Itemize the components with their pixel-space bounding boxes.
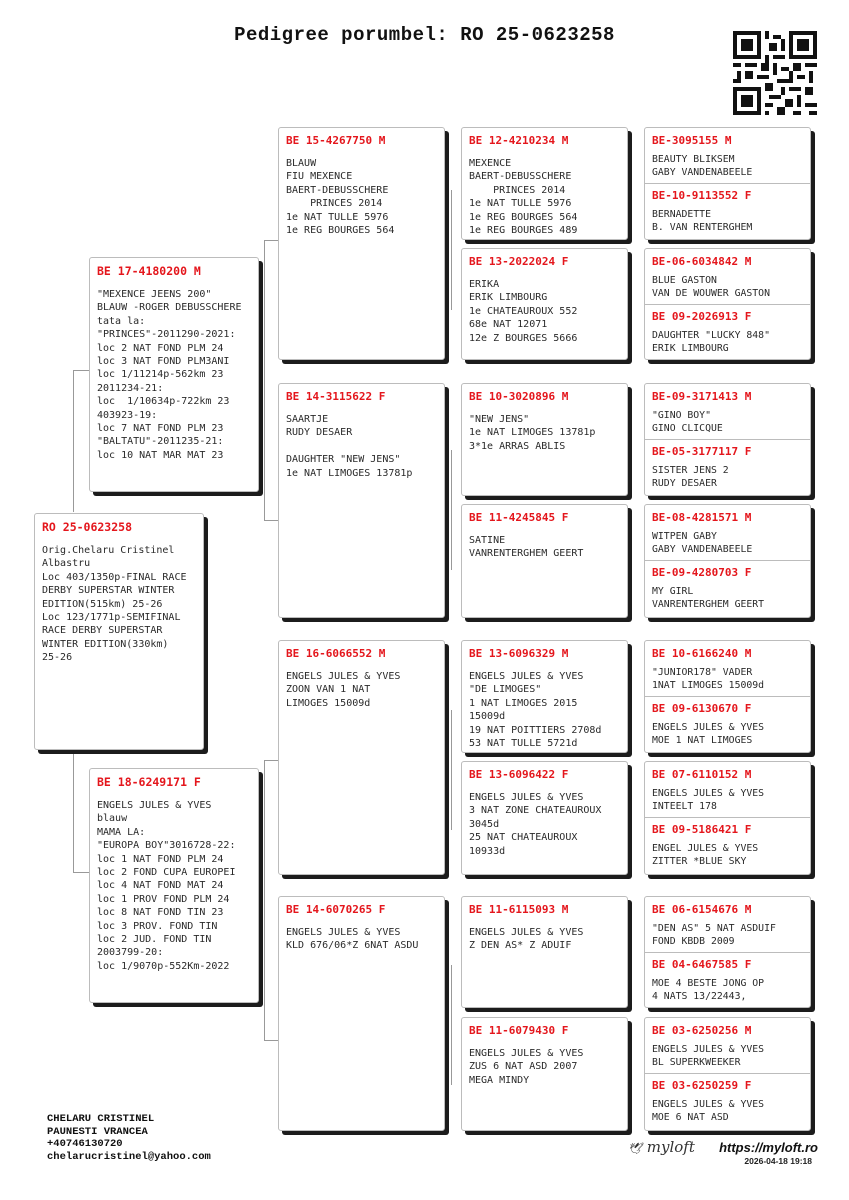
owner-name: CHELARU CRISTINEL: [47, 1113, 155, 1125]
subject-details: Orig.Chelaru Cristinel Albastru Loc 403/1350p-FINAL RACE DERBY SUPERSTAR WINTER EDITION(515km) 25-26 Loc 123/1771p-SEMIFINAL RACE DERBY SUPERSTAR WINTER EDITION(330km) 25-26: [42, 545, 187, 664]
ancestor-details: ENGELS JULES & YVES INTEELT 178: [652, 788, 765, 812]
ancestor-ring: BE-10-9113552 F: [652, 189, 752, 202]
dam-card[interactable]: [89, 768, 259, 1003]
connector-line: [73, 752, 74, 872]
divider: [645, 439, 810, 440]
connector-line: [264, 760, 265, 1040]
ancestor-details: SISTER JENS 2 RUDY DESAER: [652, 465, 729, 489]
grandparent-details: SAARTJE RUDY DESAER DAUGHTER "NEW JENS" 1e NAT LIMOGES 13781p: [286, 414, 413, 479]
ancestor-details: MOE 4 BESTE JONG OP 4 NATS 13/22443,: [652, 978, 765, 1002]
grandparent-details: ENGELS JULES & YVES ZOON VAN 1 NAT LIMOGES 15009d: [286, 671, 401, 709]
ancestor-ring: BE 09-5186421 F: [652, 823, 752, 836]
great-grandparent-ring: BE 11-6079430 F: [469, 1024, 569, 1037]
divider: [645, 952, 810, 953]
ancestor-details: ENGEL JULES & YVES ZITTER *BLUE SKY: [652, 843, 759, 867]
ancestor-ring: BE-05-3177117 F: [652, 445, 752, 458]
ancestor-details: "DEN AS" 5 NAT ASDUIF FOND KBDB 2009: [652, 923, 776, 947]
subject-card[interactable]: [34, 513, 204, 750]
grandparent-ring: BE 15-4267750 M: [286, 134, 386, 147]
grandparent-card[interactable]: [278, 127, 445, 360]
ancestor-details: ENGELS JULES & YVES BL SUPERKWEEKER: [652, 1044, 765, 1068]
connector-line: [264, 240, 265, 520]
ancestor-pair-card[interactable]: [644, 896, 811, 1008]
connector-line: [73, 370, 90, 371]
connector-line: [264, 1040, 279, 1041]
subject-ring: RO 25-0623258: [42, 520, 133, 534]
grandparent-card[interactable]: [278, 383, 445, 618]
great-grandparent-details: ERIKA ERIK LIMBOURG 1e CHATEAUROUX 552 68e NAT 12071 12e Z BOURGES 5666: [469, 279, 578, 344]
grandparent-card[interactable]: [278, 896, 445, 1131]
ancestor-ring: BE-06-6034842 M: [652, 255, 752, 268]
great-grandparent-card[interactable]: [461, 1017, 628, 1131]
divider: [645, 183, 810, 184]
owner-info: [47, 1113, 211, 1163]
great-grandparent-ring: BE 13-2022024 F: [469, 255, 569, 268]
page-title: Pedigree porumbel: RO 25-0623258: [234, 24, 615, 46]
ancestor-pair-card[interactable]: [644, 248, 811, 360]
grandparent-card[interactable]: [278, 640, 445, 875]
great-grandparent-details: ENGELS JULES & YVES 3 NAT ZONE CHATEAUROUX 3045d 25 NAT CHATEAUROUX 10933d: [469, 792, 602, 857]
ancestor-details: ENGELS JULES & YVES MOE 6 NAT ASD: [652, 1099, 765, 1123]
great-grandparent-card[interactable]: [461, 248, 628, 360]
ancestor-details: DAUGHTER "LUCKY 848" ERIK LIMBOURG: [652, 330, 770, 354]
great-grandparent-details: SATINE VANRENTERGHEM GEERT: [469, 535, 584, 560]
ancestor-details: MY GIRL VANRENTERGHEM GEERT: [652, 586, 765, 610]
owner-location: PAUNESTI VRANCEA: [47, 1125, 148, 1138]
great-grandparent-ring: BE 13-6096422 F: [469, 768, 569, 781]
ancestor-pair-card[interactable]: [644, 1017, 811, 1131]
ancestor-ring: BE 03-6250256 M: [652, 1024, 752, 1037]
great-grandparent-ring: BE 11-4245845 F: [469, 511, 569, 524]
divider: [645, 304, 810, 305]
great-grandparent-details: ENGELS JULES & YVES "DE LIMOGES" 1 NAT LIMOGES 2015 15009d 19 NAT POITTIERS 2708d 53 NAT TULLE 5721d: [469, 671, 602, 750]
grandparent-details: BLAUW FIU MEXENCE BAERT-DEBUSSCHERE PRINCES 2014 1e NAT TULLE 5976 1e REG BOURGES 564: [286, 158, 395, 237]
connector-line: [451, 710, 452, 830]
grandparent-ring: BE 14-3115622 F: [286, 390, 386, 403]
great-grandparent-card[interactable]: [461, 896, 628, 1008]
dam-details: ENGELS JULES & YVES blauw MAMA LA: "EUROPA BOY"3016728-22: loc 1 NAT FOND PLM 24 loc 2 FOND CUPA EUROPEI loc 4 NAT FOND MAT 24 loc 1 PROV FOND PLM 24 loc 8 NAT FOND TIN 23 loc 3 PROV. FOND TIN loc 2 JUD. FOND TIN 2003799-20: loc 1/9070p-552Km-2022: [97, 800, 236, 972]
connector-line: [451, 965, 452, 1085]
ancestor-ring: BE-3095155 M: [652, 134, 732, 147]
ancestor-details: "GINO BOY" GINO CLICQUE: [652, 410, 723, 434]
ancestor-details: ENGELS JULES & YVES MOE 1 NAT LIMOGES: [652, 722, 765, 746]
ancestor-ring: BE 10-6166240 M: [652, 647, 752, 660]
ancestor-pair-card[interactable]: [644, 640, 811, 753]
brand-url-link[interactable]: https://myloft.ro: [719, 1140, 818, 1155]
ancestor-ring: BE 09-6130670 F: [652, 702, 752, 715]
grandparent-details: ENGELS JULES & YVES KLD 676/06*Z 6NAT ASDU: [286, 927, 419, 952]
great-grandparent-details: "NEW JENS" 1e NAT LIMOGES 13781p 3*1e ARRAS ABLIS: [469, 414, 596, 452]
ancestor-ring: BE-09-3171413 M: [652, 390, 752, 403]
connector-line: [264, 240, 279, 241]
ancestor-details: "JUNIOR178" VADER 1NAT LIMOGES 15009d: [652, 667, 765, 691]
great-grandparent-ring: BE 13-6096329 M: [469, 647, 569, 660]
owner-email[interactable]: chelarucristinel@yahoo.com: [47, 1150, 211, 1163]
ancestor-ring: BE 09-2026913 F: [652, 310, 752, 323]
connector-line: [264, 520, 279, 521]
ancestor-details: BERNADETTE B. VAN RENTERGHEM: [652, 209, 753, 233]
connector-line: [264, 760, 279, 761]
owner-phone: +40746130720: [47, 1138, 123, 1151]
connector-line: [73, 370, 74, 512]
ancestor-ring: BE-08-4281571 M: [652, 511, 752, 524]
qr-code-icon: [733, 31, 817, 115]
ancestor-ring: BE-09-4280703 F: [652, 566, 752, 579]
great-grandparent-card[interactable]: [461, 127, 628, 240]
divider: [645, 696, 810, 697]
brand-block: [628, 1138, 818, 1168]
grandparent-ring: BE 16-6066552 M: [286, 647, 386, 660]
great-grandparent-ring: BE 10-3020896 M: [469, 390, 569, 403]
grandparent-ring: BE 14-6070265 F: [286, 903, 386, 916]
divider: [645, 560, 810, 561]
ancestor-ring: BE 04-6467585 F: [652, 958, 752, 971]
ancestor-pair-card[interactable]: [644, 504, 811, 618]
sire-ring: BE 17-4180200 M: [97, 264, 201, 278]
great-grandparent-details: ENGELS JULES & YVES Z DEN AS* Z ADUIF: [469, 927, 584, 952]
ancestor-pair-card[interactable]: [644, 383, 811, 496]
connector-line: [451, 450, 452, 570]
divider: [645, 817, 810, 818]
ancestor-details: BEAUTY BLIKSEM GABY VANDENABEELE: [652, 154, 753, 178]
ancestor-ring: BE 03-6250259 F: [652, 1079, 752, 1092]
ancestor-ring: BE 06-6154676 M: [652, 903, 752, 916]
ancestor-details: BLUE GASTON VAN DE WOUWER GASTON: [652, 275, 770, 299]
ancestor-details: WITPEN GABY GABY VANDENABEELE: [652, 531, 753, 555]
ancestor-pair-card[interactable]: [644, 761, 811, 875]
great-grandparent-details: ENGELS JULES & YVES ZUS 6 NAT ASD 2007 MEGA MINDY: [469, 1048, 584, 1086]
great-grandparent-card[interactable]: [461, 640, 628, 753]
ancestor-pair-card[interactable]: [644, 127, 811, 240]
connector-line: [73, 872, 90, 873]
ancestor-ring: BE 07-6110152 M: [652, 768, 752, 781]
great-grandparent-details: MEXENCE BAERT-DEBUSSCHERE PRINCES 2014 1e NAT TULLE 5976 1e REG BOURGES 564 1e REG BOURGES 489: [469, 158, 578, 237]
generated-timestamp: 2026-04-18 19:18: [744, 1156, 812, 1166]
great-grandparent-ring: BE 12-4210234 M: [469, 134, 569, 147]
brand-logo-text: myloft: [646, 1138, 695, 1156]
great-grandparent-ring: BE 11-6115093 M: [469, 903, 569, 916]
myloft-logo: 🕊 myloft: [628, 1138, 695, 1156]
sire-details: "MEXENCE JEENS 200" BLAUW -ROGER DEBUSSCHERE tata la: "PRINCES"-2011290-2021: loc 2 NAT FOND PLM 24 loc 3 NAT FOND PLM3ANI loc 1/11214p-562km 23 2011234-21: loc 1/10634p-722km 23 403923-19: loc 7 NAT FOND PLM 23 "BALTATU"-2011235-21: loc 10 NAT MAR MAT 23: [97, 289, 242, 461]
great-grandparent-card[interactable]: [461, 761, 628, 875]
connector-line: [451, 190, 452, 310]
divider: [645, 1073, 810, 1074]
great-grandparent-card[interactable]: [461, 504, 628, 618]
dam-ring: BE 18-6249171 F: [97, 775, 201, 789]
sire-card[interactable]: [89, 257, 259, 492]
great-grandparent-card[interactable]: [461, 383, 628, 496]
